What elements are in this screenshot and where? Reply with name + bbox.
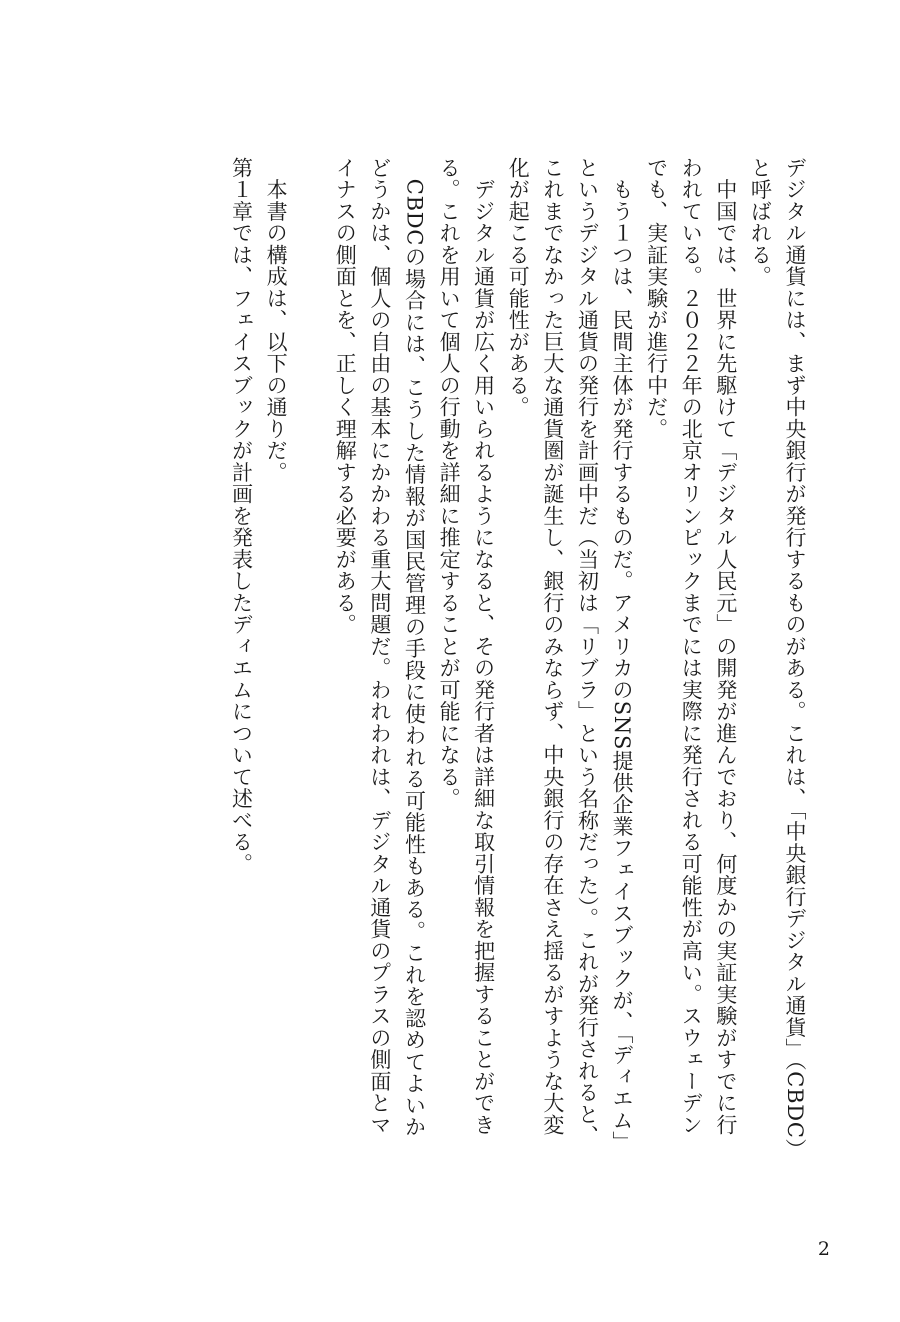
paragraph-book-structure: 本書の構成は、以下の通りだ。	[264, 157, 289, 484]
paragraph-chapter-1: 第１章では、フェイスブックが計画を発表したディエムについて述べる。	[229, 157, 254, 875]
paragraph-cbdc-privacy: CBDCの場合には、こうした情報が国民管理の手段に使われる可能性もある。これを認めてよいかどうかは、個人の自由の基本にかかわる重大問題だ。われわれは、デジタル通貨のプラスの側面とマイナスの側面とを、正しく理解する必要がある。	[333, 157, 427, 1138]
paragraph-spacer	[293, 157, 328, 1157]
vertical-text-body	[224, 157, 812, 1157]
page-number: 2	[817, 1238, 830, 1260]
paragraph-transaction-info: デジタル通貨が広く用いられるようになると、その発行者は詳細な取引情報を把握することができる。これを用いて個人の行動を詳細に推定することが可能になる。	[437, 157, 496, 1136]
paragraph-cbdc-intro: デジタル通貨には、まず中央銀行が発行するものがある。これは、「中央銀行デジタル通貨」（CBDC）と呼ばれる。	[748, 157, 807, 1150]
paragraph-diem: もう１つは、民間主体が発行するものだ。アメリカのSNS提供企業フェイスブックが、「ディエム」というデジタル通貨の発行を計画中だ（当初は「リブラ」という名称だった）。これが発行されると、これまでなかった巨大な通貨圏が誕生し、銀行のみならず、中央銀行の存在さえ揺るがすような大変化が起こる可能性がある。	[506, 157, 635, 1153]
paragraph-china-digital-yuan: 中国では、世界に先駆けて「デジタル人民元」の開発が進んでおり、何度かの実証実験がすでに行われている。２０２２年の北京オリンピックまでには実際に発行される可能性が高い。スウェーデンでも、実証実験が進行中だ。	[644, 157, 738, 1136]
